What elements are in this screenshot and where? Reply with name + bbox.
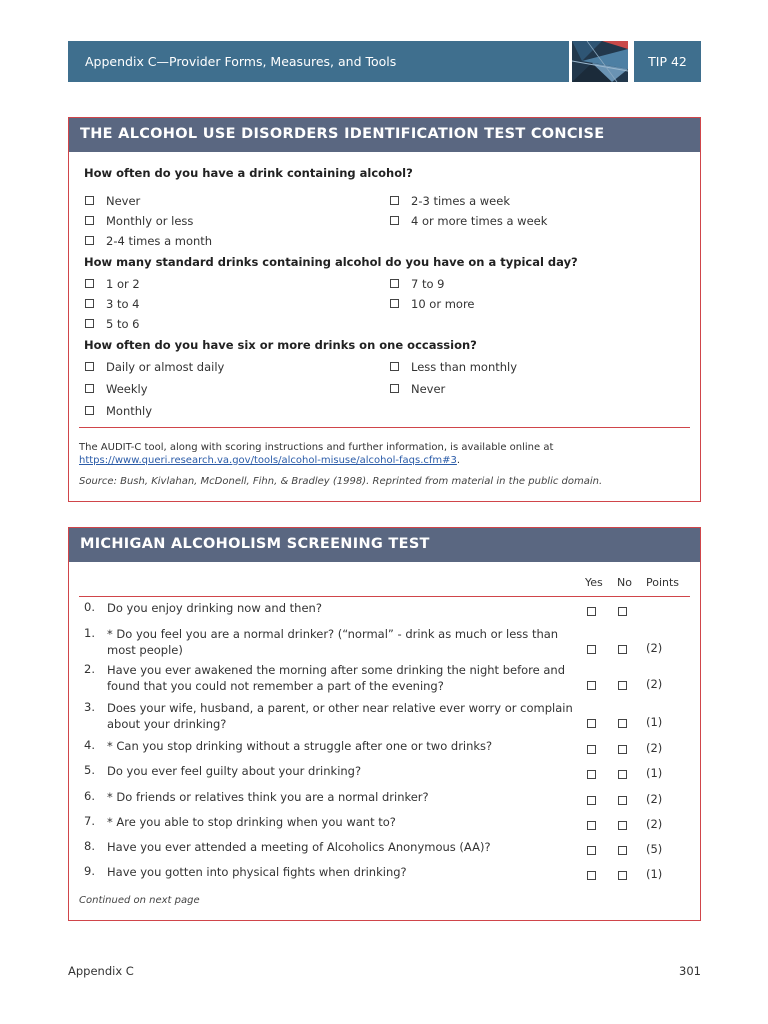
audit-divider [79, 427, 690, 428]
mast-question-text: * Can you stop drinking without a struggle after one or two drinks? [107, 739, 493, 753]
audit-q3-option-less-than-monthly[interactable]: Less than monthly [390, 360, 517, 374]
header-decorative-graphic [572, 41, 628, 82]
mast-panel [68, 527, 701, 921]
checkbox-icon[interactable] [85, 406, 94, 415]
no-checkbox[interactable] [618, 745, 627, 754]
mast-row-number: 4. [84, 738, 95, 752]
checkbox-icon[interactable] [390, 216, 399, 225]
mast-row-points: (2) [646, 741, 663, 755]
yes-checkbox[interactable] [587, 719, 596, 728]
mast-row-number: 0. [84, 600, 95, 614]
audit-q2-option-1-or-2[interactable]: 1 or 2 [85, 277, 140, 291]
mast-question-text: Have you ever awakened the morning after some drinking the night before and found that you could not remember a part of the evening? [107, 663, 566, 693]
audit-note: The AUDIT-C tool, along with scoring instructions and further information, is available online at https://www.queri.research.va.gov/tools/alcohol-misuse/alcohol-faqs.cfm#3. [79, 442, 554, 466]
footer-page-number: 301 [679, 964, 701, 978]
mast-question-text: Does your wife, husband, a parent, or other near relative ever worry or complain about your drinking? [107, 701, 573, 731]
checkbox-icon[interactable] [85, 216, 94, 225]
column-header-no: No [617, 576, 632, 589]
checkbox-icon[interactable] [85, 236, 94, 245]
header-tip-label: TIP 42 [648, 54, 687, 69]
mast-question-text: * Do friends or relatives think you are a normal drinker? [107, 790, 429, 804]
mast-row-points: (2) [646, 792, 663, 806]
audit-source: Source: Bush, Kivlahan, McDonell, Fihn, & Bradley (1998). Reprinted from material in the public domain. [79, 476, 603, 487]
continued-note: Continued on next page [79, 895, 200, 906]
no-checkbox[interactable] [618, 846, 627, 855]
checkbox-icon[interactable] [85, 196, 94, 205]
mast-row-points: (1) [646, 867, 663, 881]
mast-row-number: 5. [84, 763, 95, 777]
audit-q1-option-4-or-more[interactable]: 4 or more times a week [390, 214, 547, 228]
mast-title: MICHIGAN ALCOHOLISM SCREENING TEST [80, 536, 430, 552]
audit-question-3: How often do you have six or more drinks on one occassion? [84, 338, 477, 352]
mast-row-number: 6. [84, 789, 95, 803]
footer-section-label: Appendix C [68, 964, 134, 978]
mast-row-number: 8. [84, 839, 95, 853]
audit-c-link[interactable]: https://www.queri.research.va.gov/tools/alcohol-misuse/alcohol-faqs.cfm#3 [79, 454, 457, 466]
checkbox-icon[interactable] [390, 362, 399, 371]
mast-question-text: * Do you feel you are a normal drinker? (“normal” - drink as much or less than most people) [107, 627, 559, 657]
header-banner [68, 41, 701, 82]
header-tip-tag [634, 41, 701, 82]
audit-q1-option-2-3-week[interactable]: 2-3 times a week [390, 194, 510, 208]
audit-q3-option-monthly[interactable]: Monthly [85, 404, 152, 418]
mast-row-points: (1) [646, 715, 663, 729]
geometric-pattern-icon [572, 41, 628, 82]
mast-row-points: (5) [646, 842, 663, 856]
mast-question-text: * Are you able to stop drinking when you want to? [107, 815, 396, 829]
mast-row-points: (2) [646, 641, 663, 655]
header-title-bar [68, 41, 569, 82]
audit-c-title: THE ALCOHOL USE DISORDERS IDENTIFICATION TEST CONCISE [80, 126, 605, 142]
yes-checkbox[interactable] [587, 607, 596, 616]
audit-q1-option-monthly-or-less[interactable]: Monthly or less [85, 214, 193, 228]
yes-checkbox[interactable] [587, 871, 596, 880]
audit-q3-option-never[interactable]: Never [390, 382, 445, 396]
mast-header [69, 528, 700, 562]
checkbox-icon[interactable] [85, 299, 94, 308]
audit-q2-option-7-to-9[interactable]: 7 to 9 [390, 277, 445, 291]
mast-question-text: Have you ever attended a meeting of Alcoholics Anonymous (AA)? [107, 840, 491, 854]
checkbox-icon[interactable] [390, 384, 399, 393]
mast-question-text: Do you enjoy drinking now and then? [107, 601, 322, 615]
checkbox-icon[interactable] [85, 362, 94, 371]
checkbox-icon[interactable] [390, 279, 399, 288]
no-checkbox[interactable] [618, 645, 627, 654]
checkbox-icon[interactable] [85, 384, 94, 393]
mast-row-points: (2) [646, 817, 663, 831]
audit-question-2: How many standard drinks containing alcohol do you have on a typical day? [84, 255, 578, 269]
audit-q1-option-2-4-month[interactable]: 2-4 times a month [85, 234, 212, 248]
yes-checkbox[interactable] [587, 745, 596, 754]
yes-checkbox[interactable] [587, 796, 596, 805]
yes-checkbox[interactable] [587, 681, 596, 690]
no-checkbox[interactable] [618, 719, 627, 728]
audit-question-1: How often do you have a drink containing alcohol? [84, 166, 413, 180]
audit-q3-option-daily[interactable]: Daily or almost daily [85, 360, 224, 374]
no-checkbox[interactable] [618, 871, 627, 880]
audit-c-panel [68, 117, 701, 502]
audit-q2-option-10-or-more[interactable]: 10 or more [390, 297, 475, 311]
audit-c-header [69, 118, 700, 152]
mast-header-divider [79, 596, 690, 597]
mast-row-number: 2. [84, 662, 95, 676]
mast-row-points: (2) [646, 677, 663, 691]
column-header-points: Points [646, 576, 680, 589]
yes-checkbox[interactable] [587, 645, 596, 654]
no-checkbox[interactable] [618, 796, 627, 805]
audit-q2-option-3-to-4[interactable]: 3 to 4 [85, 297, 140, 311]
yes-checkbox[interactable] [587, 770, 596, 779]
no-checkbox[interactable] [618, 607, 627, 616]
checkbox-icon[interactable] [85, 319, 94, 328]
mast-row-number: 7. [84, 814, 95, 828]
no-checkbox[interactable] [618, 770, 627, 779]
mast-row-points: (1) [646, 766, 663, 780]
yes-checkbox[interactable] [587, 846, 596, 855]
column-header-yes: Yes [585, 576, 603, 589]
no-checkbox[interactable] [618, 821, 627, 830]
audit-q1-option-never[interactable]: Never [85, 194, 140, 208]
audit-q2-option-5-to-6[interactable]: 5 to 6 [85, 317, 140, 331]
no-checkbox[interactable] [618, 681, 627, 690]
checkbox-icon[interactable] [390, 196, 399, 205]
mast-row-number: 1. [84, 626, 95, 640]
checkbox-icon[interactable] [390, 299, 399, 308]
header-title: Appendix C—Provider Forms, Measures, and Tools [85, 54, 397, 69]
mast-row-number: 9. [84, 864, 95, 878]
checkbox-icon[interactable] [85, 279, 94, 288]
mast-question-text: Do you ever feel guilty about your drinking? [107, 764, 362, 778]
mast-row-number: 3. [84, 700, 95, 714]
mast-question-text: Have you gotten into physical fights when drinking? [107, 865, 407, 879]
yes-checkbox[interactable] [587, 821, 596, 830]
audit-q3-option-weekly[interactable]: Weekly [85, 382, 148, 396]
